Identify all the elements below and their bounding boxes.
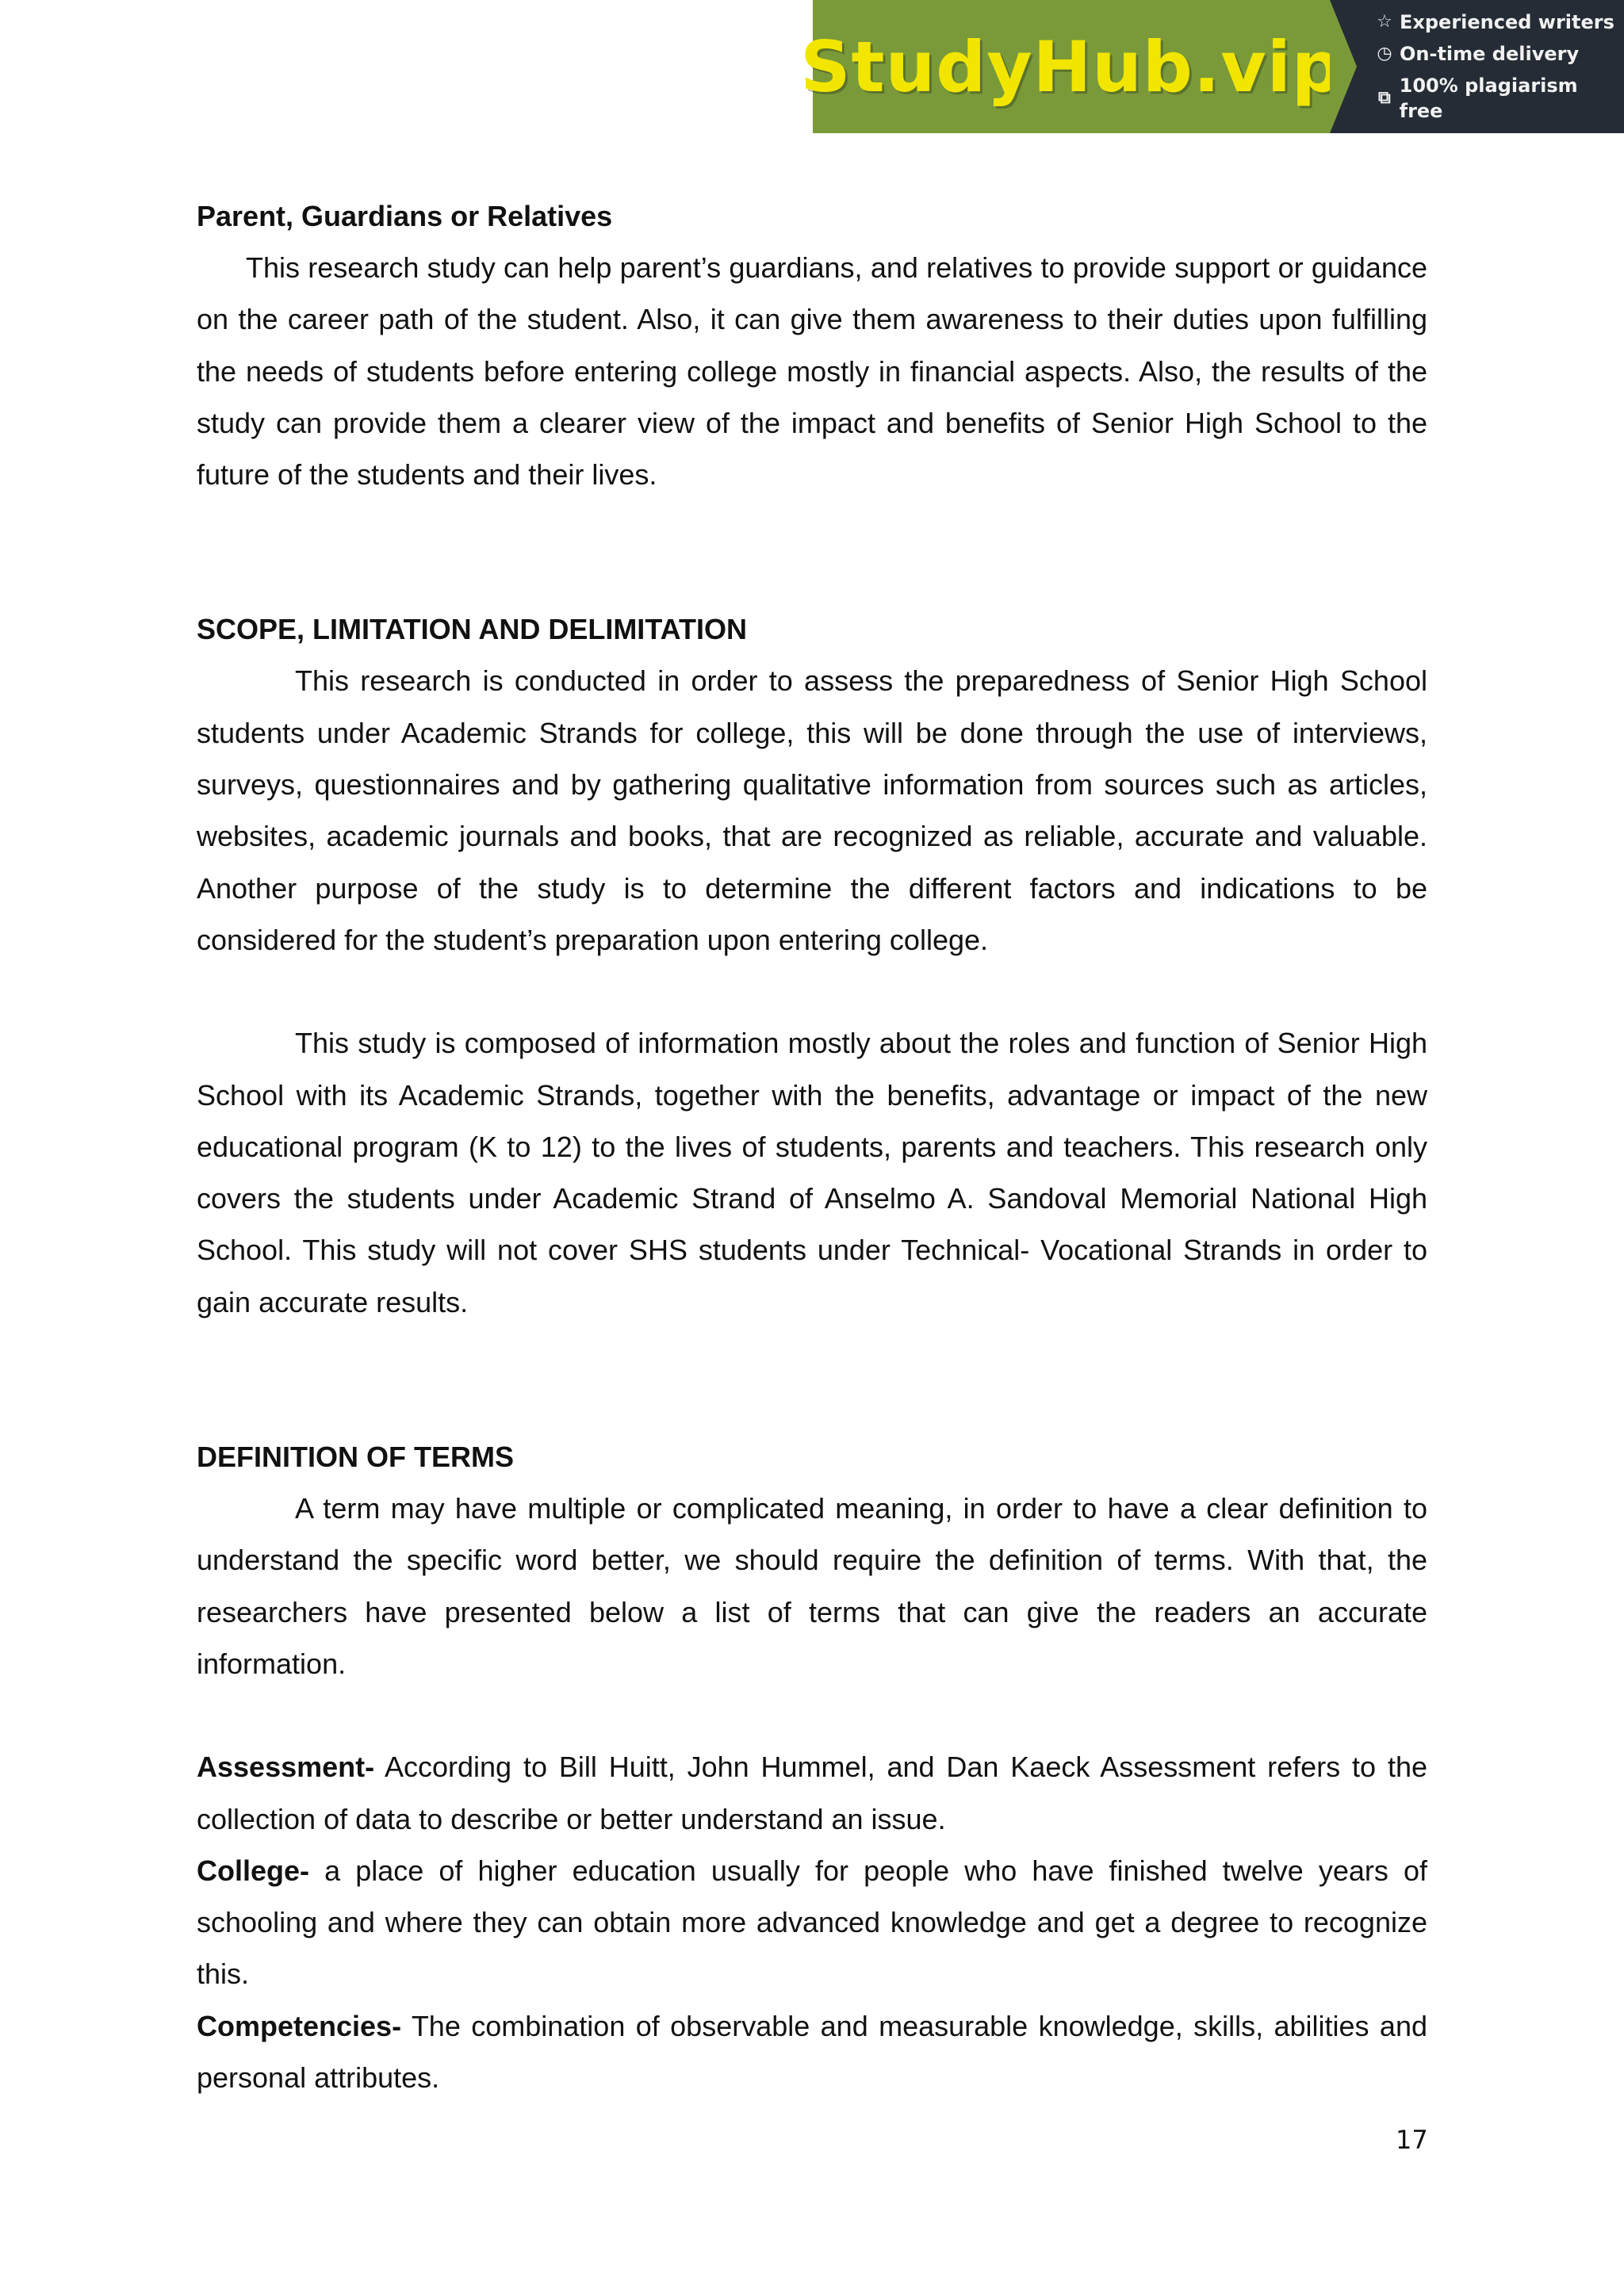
- term-label: College-: [197, 1854, 310, 1887]
- feature-label: 100% plagiarism free: [1399, 75, 1578, 122]
- studyhub-banner[interactable]: [800, 0, 1624, 133]
- section-heading-parents: Parent, Guardians or Relatives: [197, 200, 613, 232]
- paragraph-scope-1: This research is conducted in order to assess the preparedness of Senior High School students under Academic Strands for college, this will be done through the use of interviews, surveys, questionnaires and by gathering qualitative information from sources such as articles, websites, academic journals and books, that are recognized as reliable, accurate and valuable. Another purpose of the study is to determine the different factors and indications to be considered for the student’s preparation upon entering college.: [197, 664, 1427, 956]
- spacer: [197, 1328, 1427, 1431]
- clock-icon: ◷: [1377, 44, 1392, 63]
- term-definition: a place of higher education usually for people who have finished twelve years of schooling and where they can obtain more advanced knowledge and get a degree to recognize this.: [197, 1854, 1427, 1991]
- term-assessment: [197, 1741, 1427, 1845]
- section-heading-definitions: DEFINITION OF TERMS: [197, 1441, 514, 1474]
- section-heading-scope: SCOPE, LIMITATION AND DELIMITATION: [197, 613, 747, 646]
- term-label: Competencies-: [197, 2009, 402, 2042]
- page-number: 17: [1396, 2125, 1428, 2155]
- spacer: [197, 966, 1427, 1017]
- term-college: [197, 1845, 1427, 2000]
- feature-on-time-delivery: [1376, 41, 1624, 67]
- document-page: [197, 190, 1427, 2103]
- copy-icon: ⧉: [1377, 88, 1391, 108]
- star-icon: ☆: [1377, 12, 1392, 32]
- logo-text: StudyHub.vip: [800, 25, 1342, 108]
- spacer: [197, 1689, 1427, 1741]
- spacer: [197, 500, 1427, 603]
- paragraph-parents: This research study can help parent’s guardians, and relatives to provide support or guidance on the career path of the student. Also, it can give them awareness to their duties upon fulfilling the needs of students before entering college mostly in financial aspects. Also, the results of the study can provide them a clearer view of the impact and benefits of Senior High School to the future of the students and their lives.: [197, 251, 1427, 492]
- banner-features-list: [1330, 0, 1624, 133]
- term-competencies: [197, 2000, 1427, 2104]
- feature-label: Experienced writers: [1400, 11, 1614, 33]
- banner-arrow-decoration: [1330, 0, 1357, 133]
- studyhub-logo[interactable]: [800, 0, 1342, 133]
- term-definition: According to Bill Huitt, John Hummel, and Dan Kaeck Assessment refers to the collection of data to describe or better understand an issue.: [197, 1751, 1427, 1835]
- feature-plagiarism-free: [1376, 73, 1624, 124]
- feature-label: On-time delivery: [1400, 43, 1580, 65]
- term-label: Assessment-: [197, 1751, 375, 1784]
- term-definition: The combination of observable and measurable knowledge, skills, abilities and personal attributes.: [197, 2009, 1427, 2095]
- paragraph-definitions-intro: A term may have multiple or complicated meaning, in order to have a clear definition to understand the specific word better, we should require the definition of terms. With that, the researchers have presented below a list of terms that can give the readers an accurate information.: [197, 1492, 1427, 1680]
- paragraph-scope-2: This study is composed of information mostly about the roles and function of Senior High School with its Academic Strands, together with the benefits, advantage or impact of the new educational program (K to 12) to the lives of students, parents and teachers. This research only covers the students under Academic Strand of Anselmo A. Sandoval Memorial National High School. This study will not cover SHS students under Technical- Vocational Strands in order to gain accurate results.: [197, 1027, 1427, 1318]
- feature-experienced-writers: [1376, 10, 1624, 35]
